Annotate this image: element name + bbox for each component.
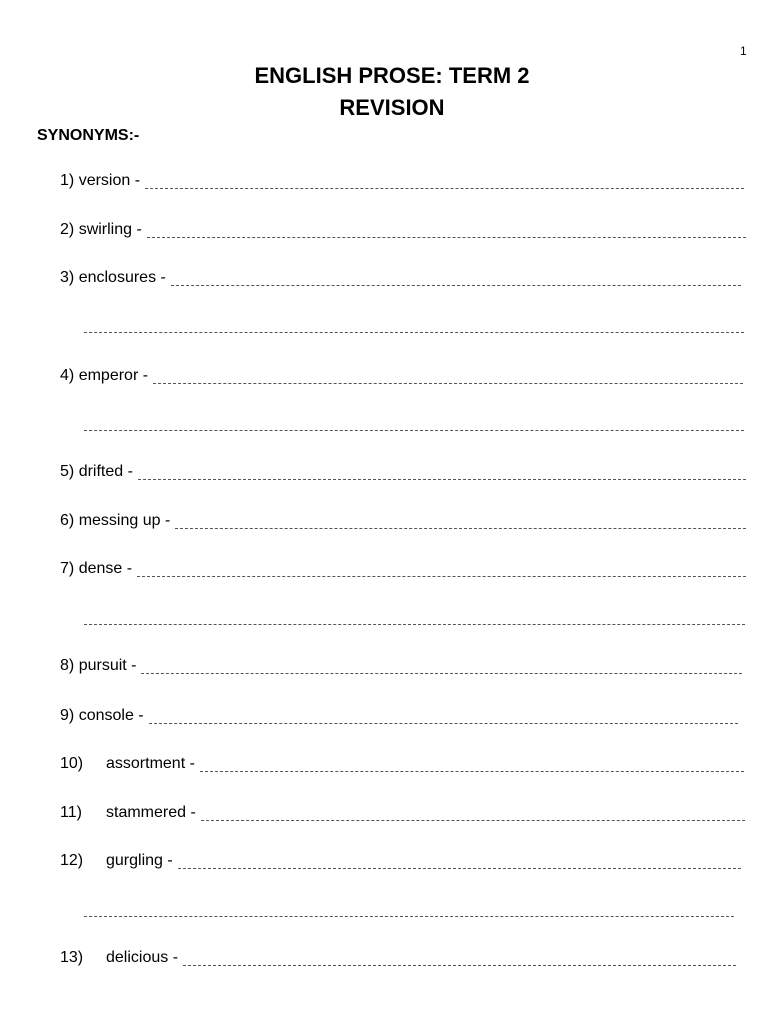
- list-item: [60, 706, 738, 726]
- item-word: swirling -: [78, 221, 142, 238]
- answer-blank-continuation[interactable]: [84, 916, 734, 917]
- list-item: [60, 268, 741, 288]
- answer-blank[interactable]: [137, 576, 746, 577]
- list-item: [60, 366, 743, 386]
- item-number: 4): [60, 367, 75, 384]
- item-word: enclosures -: [78, 269, 166, 286]
- answer-blank[interactable]: [138, 479, 746, 480]
- item-word: pursuit -: [78, 657, 137, 674]
- item-word: assortment -: [106, 755, 195, 772]
- list-item: [60, 948, 736, 968]
- page-number: 1: [740, 44, 747, 58]
- answer-blank[interactable]: [141, 673, 742, 674]
- item-number: 5): [60, 463, 75, 480]
- item-number: 7): [60, 560, 75, 577]
- item-number: 12): [60, 852, 84, 869]
- item-number: 13): [60, 949, 84, 966]
- item-number: 2): [60, 221, 75, 238]
- item-number: 3): [60, 269, 75, 286]
- answer-blank[interactable]: [147, 237, 746, 238]
- answer-blank[interactable]: [178, 868, 741, 869]
- answer-blank[interactable]: [145, 188, 744, 189]
- answer-blank-continuation[interactable]: [84, 624, 745, 625]
- list-item: [60, 656, 742, 676]
- item-word: gurgling -: [106, 852, 173, 869]
- answer-blank-continuation[interactable]: [84, 332, 744, 333]
- list-item: [60, 171, 744, 191]
- answer-blank[interactable]: [200, 771, 744, 772]
- answer-blank[interactable]: [149, 723, 738, 724]
- answer-blank[interactable]: [183, 965, 736, 966]
- item-number: 9): [60, 707, 75, 724]
- list-item: [60, 462, 746, 482]
- answer-blank[interactable]: [171, 285, 741, 286]
- item-number: 8): [60, 657, 75, 674]
- item-word: console -: [78, 707, 144, 724]
- list-item: [60, 803, 745, 823]
- item-word: version -: [78, 172, 141, 189]
- answer-blank-continuation[interactable]: [84, 430, 744, 431]
- item-word: drifted -: [78, 463, 133, 480]
- list-item: [60, 559, 746, 579]
- item-number: 6): [60, 512, 75, 529]
- list-item: [60, 754, 744, 774]
- answer-blank[interactable]: [153, 383, 743, 384]
- list-item: [60, 511, 746, 531]
- page-title: ENGLISH PROSE: TERM 2: [254, 63, 530, 88]
- list-item: [60, 851, 741, 871]
- item-word: emperor -: [78, 367, 149, 384]
- list-item: [60, 220, 746, 240]
- item-word: stammered -: [106, 804, 196, 821]
- item-number: 11): [60, 804, 82, 821]
- item-word: delicious -: [106, 949, 179, 966]
- item-number: 10): [60, 755, 84, 772]
- page-subtitle: REVISION: [339, 95, 445, 120]
- item-word: messing up -: [78, 512, 171, 529]
- answer-blank[interactable]: [175, 528, 746, 529]
- item-word: dense -: [78, 560, 133, 577]
- item-number: 1): [60, 172, 75, 189]
- answer-blank[interactable]: [201, 820, 745, 821]
- section-heading: SYNONYMS:-: [37, 127, 140, 144]
